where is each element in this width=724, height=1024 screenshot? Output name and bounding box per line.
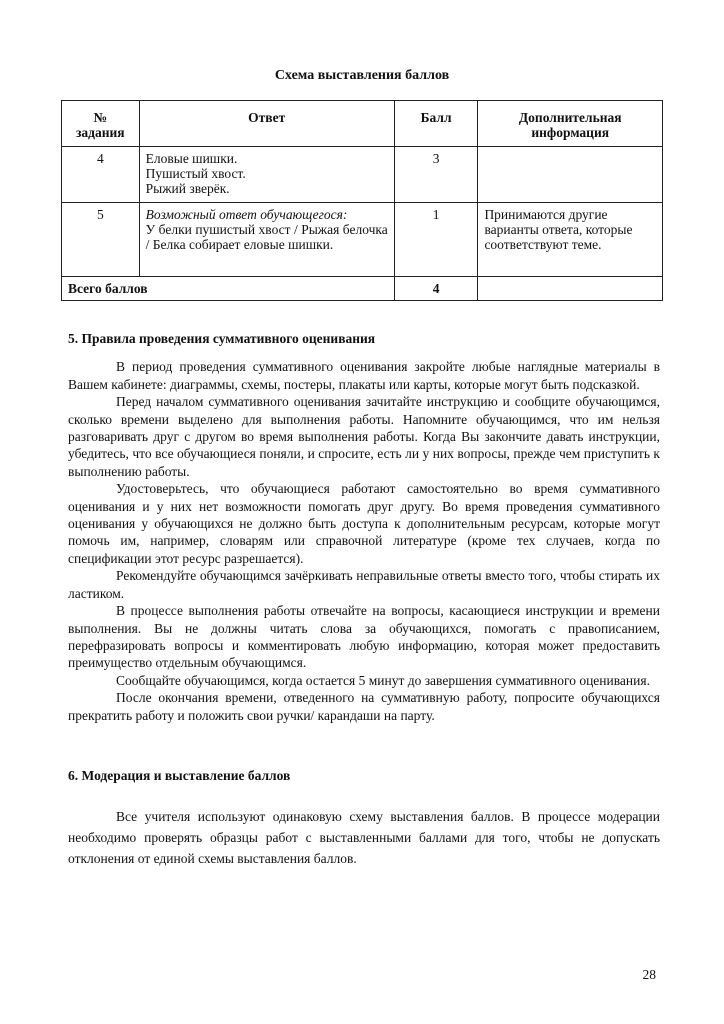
paragraph: В период проведения суммативного оценивания закройте любые наглядные материалы в Вашем кабинете: диаграммы, схемы, постеры, плакаты или карты, которые могут быть подсказкой.	[68, 359, 660, 392]
info-cell	[478, 147, 663, 203]
page-number: 28	[642, 967, 656, 982]
section-5-heading: 5. Правила проведения суммативного оценивания	[68, 331, 376, 346]
paragraph: Рекомендуйте обучающимся зачёркивать неправильные ответы вместо того, чтобы стирать их ластиком.	[68, 568, 660, 601]
table-row	[62, 203, 663, 277]
answer-cell	[139, 203, 394, 277]
answer-intro: Возможный ответ обучающегося:	[145, 207, 348, 222]
scoring-table	[61, 100, 663, 301]
section-6-heading: 6. Модерация и выставление баллов	[68, 768, 291, 783]
paragraph: В процессе выполнения работы отвечайте на вопросы, касающиеся инструкции и времени выполнения. Вы не должны читать слова за обучающихся, помогать с правописанием, перефразировать вопросы и комментировать любую информацию, которая может предоставить преимущество отдельным обучающимся.	[68, 603, 660, 671]
paragraph: Сообщайте обучающимся, когда остается 5 минут до завершения суммативного оценивания.	[116, 672, 650, 688]
paragraph: Перед началом суммативного оценивания зачитайте инструкцию и сообщите обучающимся, сколько времени выделено для выполнения работы. Напомните обучающимся, что им нельзя разговаривать друг с другом во время выполнения работы. Когда Вы закончите давать инструкции, убедитесь, что все обучающиеся поняли, и спросите, есть ли у них вопросы, прежде чем приступить к выполнению работы.	[68, 394, 660, 479]
task-number: 4	[62, 147, 140, 203]
answer-line: Пушистый хвост.	[145, 166, 246, 181]
answer-text: У белки пушистый хвост / Рыжая белочка / Белка собирает еловые шишки.	[145, 222, 388, 252]
info-cell: Принимаются другие варианты ответа, которые соответствуют теме.	[478, 203, 663, 277]
header-additional-info: Дополнительная информация	[478, 101, 663, 147]
section-6	[68, 766, 660, 869]
score-cell: 3	[394, 147, 478, 203]
task-number: 5	[62, 203, 140, 277]
score-cell: 1	[394, 203, 478, 277]
total-info-empty	[478, 277, 663, 301]
header-task-number: № задания	[62, 101, 140, 147]
table-header-row	[62, 101, 663, 147]
answer-line: Еловые шишки.	[145, 151, 238, 166]
header-score: Балл	[394, 101, 478, 147]
table-title: Схема выставления баллов	[274, 68, 450, 83]
section-5	[68, 330, 660, 724]
total-row	[62, 277, 663, 301]
header-answer: Ответ	[139, 101, 394, 147]
table-row	[62, 147, 663, 203]
paragraph: Удостоверьтесь, что обучающиеся работают самостоятельно во время суммативного оценивания и у них нет возможности помогать друг другу. Во время проведения суммативного оценивания у обучающихся не должно быть доступа к дополнительным ресурсам, которые могут помочь им, например, словарям или справочной литературе (кроме тех случаев, когда по спецификации этот ресурс разрешается).	[68, 481, 660, 566]
paragraph: После окончания времени, отведенного на суммативную работу, попросите обучающихся прекратить работу и положить свои ручки/ карандаши на парту.	[68, 690, 660, 723]
answer-line: Рыжий зверёк.	[145, 181, 230, 196]
paragraph: Все учителя используют одинаковую схему выставления баллов. В процессе модерации необходимо проверять образцы работ с выставленными баллами для того, чтобы не допускать отклонения от единой схемы выставления баллов.	[68, 809, 660, 866]
answer-cell	[139, 147, 394, 203]
total-label: Всего баллов	[62, 277, 395, 301]
total-value: 4	[394, 277, 478, 301]
